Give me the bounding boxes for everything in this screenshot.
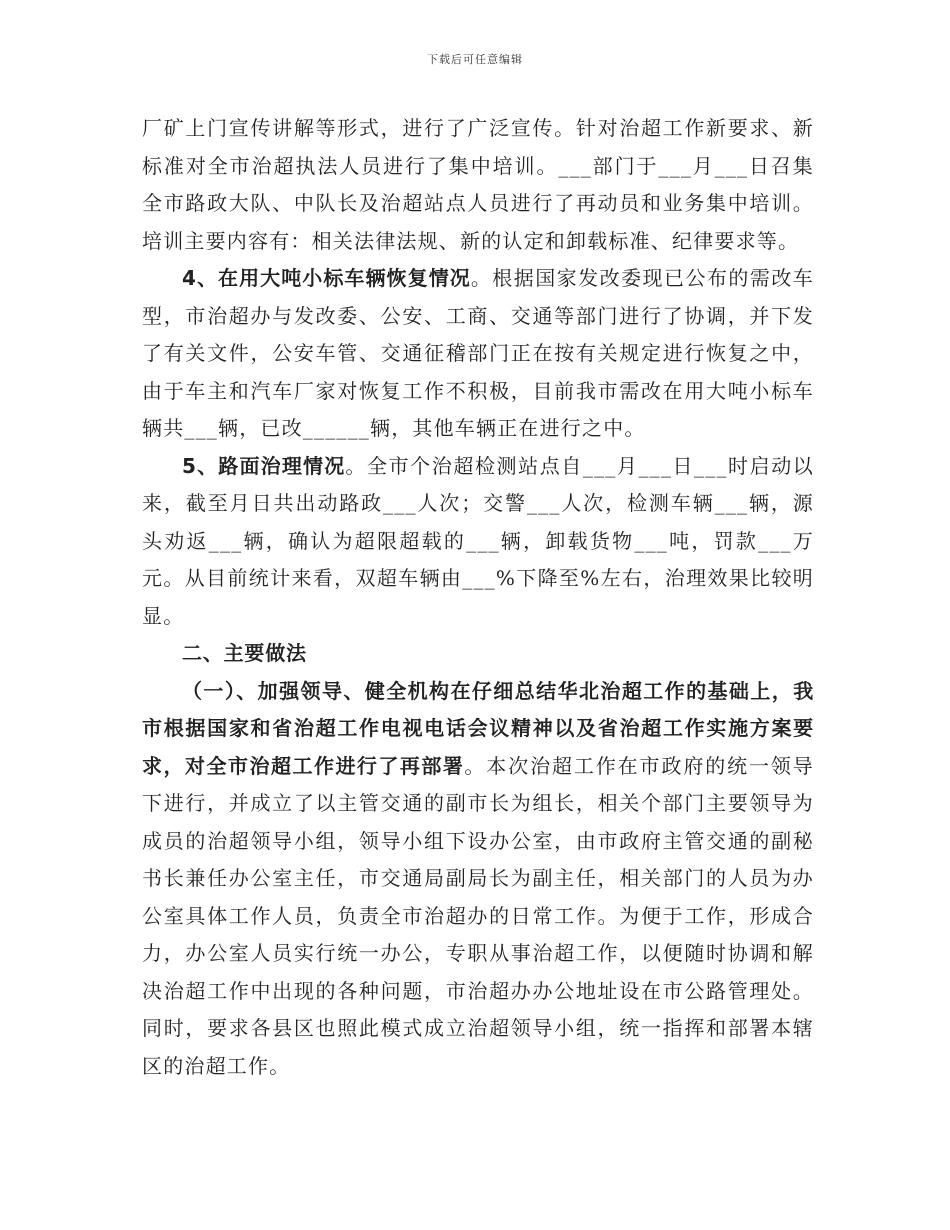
section-heading-main-practices — [142, 635, 814, 673]
paragraph-vehicle-recovery — [142, 260, 814, 448]
paragraph-heading: （一）、加强领导、健全机构在仔细总结华北治超工作的基础上，我市根据国家和省治超工作电视电话会议精神以及省治超工作实施方案要求，对全市治超工作进行了再部署 — [142, 678, 814, 778]
paragraph-leadership — [142, 673, 814, 1086]
paragraph-text: 厂矿上门宣传讲解等形式，进行了广泛宣传。针对治超工作新要求、新标准对全市治超执法人员进行了集中培训。___部门于___月___日召集全市路政大队、中队长及治超站点人员进行了再动员和业务集中培训。培训主要内容有：相关法律法规、新的认定和卸载标准、纪律要求等。 — [142, 116, 814, 253]
paragraph-heading: 5、路面治理情况 — [182, 453, 346, 478]
paragraph-road-governance — [142, 448, 814, 636]
paragraph-training — [142, 110, 814, 260]
section-heading: 二、主要做法 — [182, 641, 307, 665]
paragraph-heading: 4、在用大吨小标车辆恢复情况 — [182, 266, 471, 290]
document-body — [142, 110, 814, 1085]
page-header: 下载后可任意编辑 — [427, 53, 523, 66]
paragraph-text: 。全市个治超检测站点自___月___日___时启动以来，截至月日共出动路政___人次；交警___人次，检测车辆___辆，源头劝返___辆，确认为超限超载的___辆，卸载货物___吨，罚款___万元。从目前统计来看，双超车辆由___%下降至%左右，治理效果比较明显。 — [142, 453, 814, 628]
paragraph-text: 。本次治超工作在市政府的统一领导下进行，并成立了以主管交通的副市长为组长，相关个部门主要领导为成员的治超领导小组，领导小组下设办公室，由市政府主管交通的副秘书长兼任办公室主任，市交通局副局长为副主任，相关部门的人员为办公室具体工作人员，负责全市治超办的日常工作。为便于工作，形成合力，办公室人员实行统一办公，专职从事治超工作，以便随时协调和解决治超工作中出现的各种问题，市治超办办公地址设在市公路管理处。同时，要求各县区也照此模式成立治超领导小组，统一指挥和部署本辖区的治超工作。 — [142, 753, 815, 1078]
paragraph-text: 。根据国家发改委现已公布的需改车型，市治超办与发改委、公安、工商、交通等部门进行了协调，并下发了有关文件，公安车管、交通征稽部门正在按有关规定进行恢复之中，由于车主和汽车厂家对恢复工作不积极，目前我市需改在用大吨小标车辆共___辆，已改______辆，其他车辆正在进行之中。 — [142, 266, 814, 440]
